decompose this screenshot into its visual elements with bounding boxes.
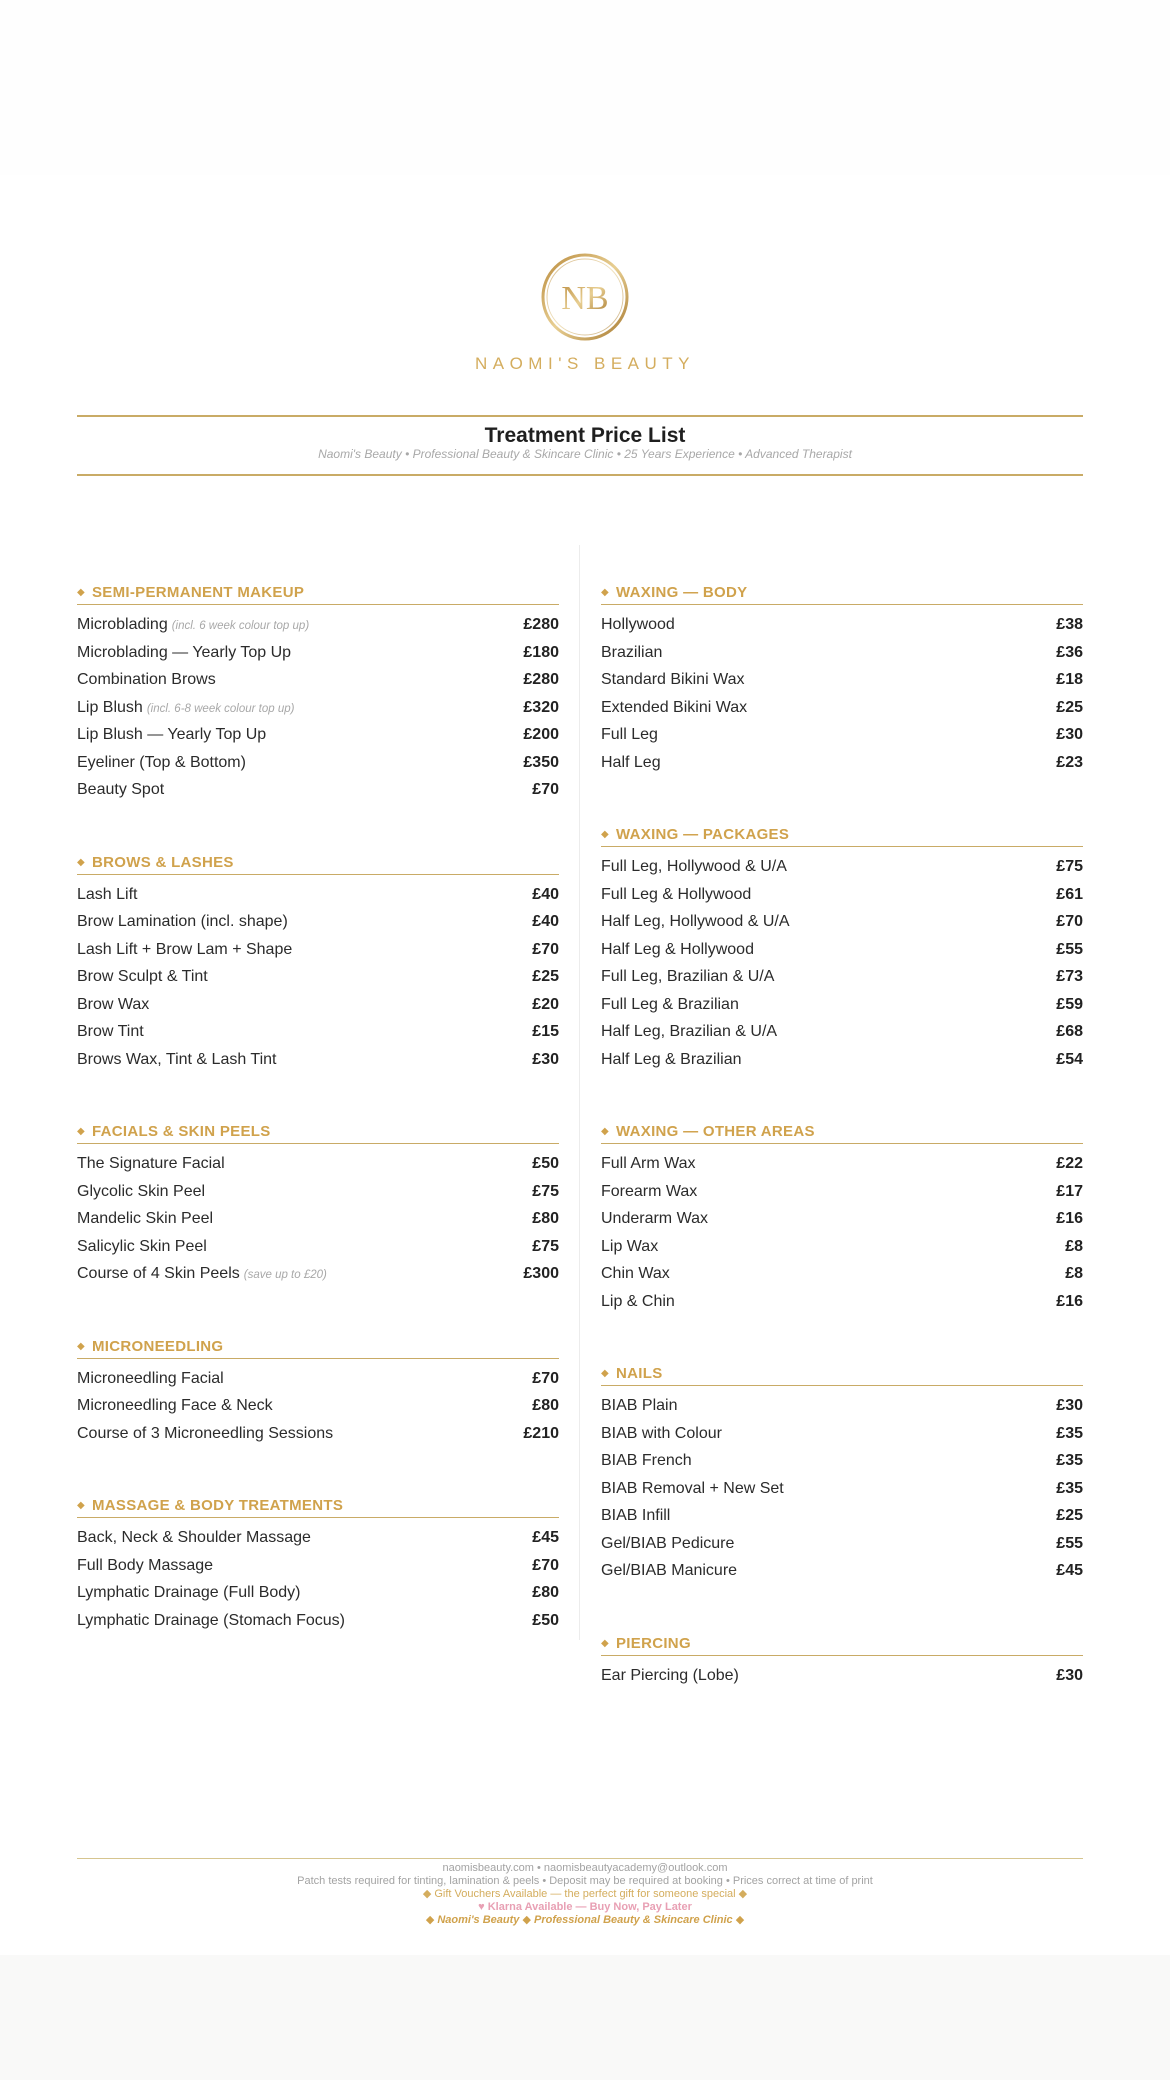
treatment-price: £80	[532, 1210, 559, 1227]
treatment-name: Lymphatic Drainage (Full Body)	[77, 1584, 301, 1601]
treatment	[77, 1046, 276, 1074]
treatment	[77, 963, 208, 991]
price-row	[77, 1150, 559, 1178]
footer	[0, 1862, 1170, 1927]
treatment-name: Half Leg, Brazilian & U/A	[601, 1023, 778, 1040]
treatment-price: £300	[523, 1265, 559, 1282]
price-row	[601, 1392, 1083, 1420]
treatment-name: Lip Blush	[77, 698, 143, 716]
section-heading	[601, 825, 1083, 847]
treatment-name: BIAB Removal + New Set	[601, 1479, 784, 1497]
treatment	[601, 963, 774, 991]
treatment-price: £45	[1056, 1562, 1083, 1579]
treatment-name: Lip Blush — Yearly Top Up	[77, 726, 267, 743]
treatment	[601, 1178, 697, 1206]
treatment	[77, 1205, 213, 1233]
treatment-price: £280	[523, 616, 559, 633]
treatment-price: £59	[1056, 995, 1083, 1013]
treatment-name: Eyeliner (Top & Bottom)	[77, 753, 246, 771]
treatment-name: Back, Neck & Shoulder Massage	[77, 1529, 311, 1546]
price-row	[77, 881, 559, 909]
price-row	[601, 1205, 1083, 1233]
treatment-price: £38	[1056, 616, 1083, 633]
treatment	[601, 1530, 734, 1558]
treatment-name: Lymphatic Drainage (Stomach Focus)	[77, 1611, 345, 1629]
section-heading	[77, 1496, 559, 1518]
treatment	[77, 694, 294, 724]
treatment-name: Microneedling Facial	[77, 1369, 224, 1387]
treatment-price: £22	[1056, 1155, 1083, 1172]
section-title: WAXING — BODY	[616, 584, 748, 601]
footer-vouchers: ◆ Gift Vouchers Available — the perfect gift for someone special ◆	[422, 1888, 748, 1900]
treatment-price: £18	[1056, 671, 1083, 688]
price-section	[77, 1496, 559, 1634]
treatment	[77, 936, 292, 964]
bottom-band	[0, 1955, 1170, 2080]
treatment-price: £68	[1056, 1023, 1083, 1040]
diamond-icon: ◆	[601, 1637, 609, 1649]
price-section	[77, 1122, 559, 1288]
price-row	[601, 1420, 1083, 1448]
treatment-price: £280	[523, 671, 559, 688]
treatment	[77, 1579, 301, 1607]
treatment-note: (save up to £20)	[243, 1269, 327, 1281]
price-row	[77, 991, 559, 1019]
section-heading	[77, 583, 559, 605]
treatment-price: £80	[532, 1584, 559, 1601]
price-row	[77, 1018, 559, 1046]
treatment-name: Microblading	[77, 616, 168, 633]
treatment-price: £180	[523, 643, 559, 661]
section-title: MASSAGE & BODY TREATMENTS	[92, 1497, 344, 1514]
treatment-name: Full Leg, Hollywood & U/A	[601, 858, 787, 875]
footer-tagline: ◆ Naomi's Beauty ◆ Professional Beauty & Skincare Clinic ◆	[425, 1914, 745, 1926]
treatment-name: Full Leg, Brazilian & U/A	[601, 968, 775, 985]
treatment-price: £70	[532, 781, 559, 798]
price-row	[601, 666, 1083, 694]
price-section	[77, 853, 559, 1074]
treatment-price: £23	[1056, 753, 1083, 771]
treatment-name: Standard Bikini Wax	[601, 671, 745, 688]
price-row	[77, 666, 559, 694]
price-row	[77, 749, 559, 777]
treatment	[601, 1502, 670, 1530]
price-row	[601, 1150, 1083, 1178]
price-section	[77, 1337, 559, 1448]
treatment-price: £20	[532, 995, 559, 1013]
treatment-price: £25	[1056, 698, 1083, 716]
treatment	[601, 1233, 658, 1261]
treatment-price: £50	[532, 1155, 559, 1172]
left-column	[77, 583, 559, 1683]
treatment-price: £61	[1056, 885, 1083, 903]
treatment-name: Half Leg	[601, 753, 661, 771]
treatment	[601, 991, 739, 1019]
treatment-price: £16	[1056, 1210, 1083, 1227]
price-row	[601, 1662, 1083, 1690]
treatment-price: £36	[1056, 643, 1083, 661]
treatment-price: £80	[532, 1397, 559, 1414]
price-row	[601, 639, 1083, 667]
diamond-icon: ◆	[601, 587, 609, 598]
footer-notes: Patch tests required for tinting, lamination & peels • Deposit may be required at booking • Prices correct at time of print	[297, 1875, 873, 1887]
price-row	[77, 908, 559, 936]
treatment-name: Beauty Spot	[77, 781, 165, 798]
price-row	[601, 1557, 1083, 1585]
section-title: BROWS & LASHES	[92, 853, 234, 871]
top-band	[0, 0, 1170, 175]
treatment	[77, 721, 266, 749]
section-title: PIERCING	[616, 1634, 691, 1652]
treatment-name: Combination Brows	[77, 671, 216, 688]
treatment-name: Gel/BIAB Pedicure	[601, 1534, 735, 1552]
treatment-price: £25	[532, 968, 559, 985]
treatment-note: (incl. 6 week colour top up)	[171, 620, 310, 632]
diamond-icon: ◆	[77, 856, 85, 868]
treatment	[601, 721, 658, 749]
treatment-price: £70	[532, 940, 559, 958]
price-row	[77, 611, 559, 639]
price-row	[601, 611, 1083, 639]
treatment-name: BIAB Plain	[601, 1397, 678, 1414]
price-row	[77, 721, 559, 749]
treatment-price: £35	[1056, 1452, 1083, 1469]
treatment-name: Lash Lift	[77, 885, 138, 903]
price-row	[601, 1530, 1083, 1558]
treatment	[601, 908, 790, 936]
treatment	[77, 1260, 327, 1290]
price-row	[77, 1420, 559, 1448]
treatment-price: £55	[1056, 1534, 1083, 1552]
diamond-icon: ◆	[77, 587, 85, 598]
page-title: Treatment Price List	[484, 424, 686, 447]
section-title: NAILS	[616, 1365, 663, 1382]
price-row	[601, 721, 1083, 749]
treatment-price: £17	[1056, 1182, 1083, 1200]
treatment-price: £70	[1056, 913, 1083, 930]
treatment-price: £50	[532, 1611, 559, 1629]
price-row	[601, 1502, 1083, 1530]
treatment-price: £30	[1056, 726, 1083, 743]
treatment	[77, 776, 164, 804]
treatment	[77, 881, 137, 909]
treatment-price: £54	[1056, 1050, 1083, 1068]
treatment	[601, 639, 662, 667]
treatment-name: Extended Bikini Wax	[601, 698, 748, 716]
treatment-name: Underarm Wax	[601, 1210, 708, 1227]
treatment	[601, 1475, 784, 1503]
treatment	[601, 1392, 677, 1420]
logo	[0, 248, 1170, 374]
treatment-name: Brows Wax, Tint & Lash Tint	[77, 1050, 277, 1068]
treatment-price: £70	[532, 1369, 559, 1387]
treatment	[601, 936, 754, 964]
price-row	[77, 1365, 559, 1393]
price-row	[601, 1018, 1083, 1046]
section-title: FACIALS & SKIN PEELS	[92, 1123, 271, 1140]
treatment-name: Full Leg & Hollywood	[601, 885, 752, 903]
section-title: MICRONEEDLING	[92, 1337, 224, 1355]
price-row	[601, 881, 1083, 909]
section-heading	[77, 1337, 559, 1359]
treatment-name: Microneedling Face & Neck	[77, 1397, 273, 1414]
treatment	[601, 1557, 737, 1585]
treatment-price: £35	[1056, 1479, 1083, 1497]
treatment	[601, 749, 661, 777]
price-row	[601, 1260, 1083, 1288]
price-row	[77, 1607, 559, 1635]
treatment-name: Microblading — Yearly Top Up	[77, 643, 292, 661]
footer-klarna: ♥ Klarna Available — Buy Now, Pay Later	[478, 1901, 692, 1913]
section-title: WAXING — OTHER AREAS	[616, 1123, 815, 1140]
treatment	[77, 749, 246, 777]
treatment-price: £350	[523, 753, 559, 771]
treatment-price: £55	[1056, 940, 1083, 958]
price-row	[77, 639, 559, 667]
price-row	[601, 853, 1083, 881]
treatment	[601, 1046, 742, 1074]
section-heading	[77, 1122, 559, 1144]
treatment-name: Brazilian	[601, 643, 663, 661]
price-row	[77, 1579, 559, 1607]
price-row	[77, 963, 559, 991]
price-row	[77, 1178, 559, 1206]
section-title: WAXING — PACKAGES	[616, 826, 790, 843]
treatment-name: Lip & Chin	[601, 1292, 675, 1310]
treatment-name: The Signature Facial	[77, 1155, 225, 1172]
price-row	[601, 1288, 1083, 1316]
treatment-price: £40	[532, 913, 559, 930]
treatment-name: Ear Piercing (Lobe)	[601, 1666, 739, 1684]
footer-contact: naomisbeauty.com • naomisbeautyacademy@outlook.com	[442, 1862, 728, 1874]
price-section	[601, 583, 1083, 776]
section-heading	[601, 583, 1083, 605]
treatment	[77, 908, 288, 936]
treatment-price: £35	[1056, 1424, 1083, 1442]
treatment-name: Half Leg & Hollywood	[601, 940, 754, 958]
price-row	[77, 1260, 559, 1288]
treatment-price: £25	[1056, 1507, 1083, 1524]
treatment	[77, 1233, 207, 1261]
header-bottom-rule	[77, 474, 1083, 476]
treatment-name: Lash Lift + Brow Lam + Shape	[77, 940, 293, 958]
treatment	[601, 1150, 696, 1178]
price-row	[601, 963, 1083, 991]
price-row	[601, 694, 1083, 722]
price-row	[77, 1205, 559, 1233]
treatment-name: Brow Wax	[77, 995, 150, 1013]
price-row	[77, 694, 559, 722]
treatment-name: Brow Sculpt & Tint	[77, 968, 208, 985]
price-section	[601, 1364, 1083, 1585]
footer-rule	[77, 1858, 1083, 1859]
price-row	[601, 991, 1083, 1019]
section-heading	[601, 1634, 1083, 1656]
diamond-icon: ◆	[601, 829, 609, 840]
treatment	[77, 1178, 205, 1206]
treatment	[77, 1607, 345, 1635]
price-row	[77, 1552, 559, 1580]
diamond-icon: ◆	[77, 1126, 85, 1137]
price-row	[601, 1178, 1083, 1206]
treatment	[77, 1392, 273, 1420]
treatment-price: £30	[532, 1050, 559, 1068]
treatment-name: BIAB Infill	[601, 1507, 671, 1524]
treatment	[601, 1260, 670, 1288]
treatment-price: £70	[532, 1556, 559, 1574]
diamond-icon: ◆	[77, 1500, 85, 1511]
treatment	[77, 1524, 311, 1552]
treatment-price: £45	[532, 1529, 559, 1546]
treatment-name: Hollywood	[601, 616, 675, 633]
treatment-price: £210	[523, 1424, 559, 1442]
treatment	[77, 1018, 144, 1046]
treatment-name: Full Leg & Brazilian	[601, 995, 739, 1013]
treatment-name: Gel/BIAB Manicure	[601, 1562, 738, 1579]
treatment	[77, 991, 149, 1019]
price-row	[601, 908, 1083, 936]
treatment-price: £40	[532, 885, 559, 903]
treatment	[601, 1205, 708, 1233]
treatment-name: Half Leg & Brazilian	[601, 1050, 742, 1068]
price-row	[77, 1233, 559, 1261]
section-title: SEMI-PERMANENT MAKEUP	[92, 584, 305, 601]
treatment	[601, 1447, 692, 1475]
treatment-name: Course of 3 Microneedling Sessions	[77, 1424, 334, 1442]
price-row	[601, 1447, 1083, 1475]
diamond-icon: ◆	[601, 1126, 609, 1137]
treatment-name: Brow Lamination (incl. shape)	[77, 913, 288, 930]
right-column	[601, 583, 1083, 1738]
treatment	[601, 666, 744, 694]
page-subtitle: Naomi's Beauty • Professional Beauty & Skincare Clinic • 25 Years Experience • Advanced Therapist	[318, 447, 852, 461]
treatment-name: Salicylic Skin Peel	[77, 1237, 207, 1255]
price-section	[601, 825, 1083, 1073]
price-row	[77, 776, 559, 804]
price-row	[601, 749, 1083, 777]
monogram-logo-icon	[538, 248, 632, 346]
treatment	[601, 611, 675, 639]
treatment	[77, 611, 309, 641]
section-heading	[77, 853, 559, 875]
treatment-name: Forearm Wax	[601, 1182, 698, 1200]
treatment-price: £15	[532, 1023, 559, 1040]
treatment-name: Full Arm Wax	[601, 1155, 696, 1172]
treatment-name: Chin Wax	[601, 1265, 670, 1282]
treatment-name: Course of 4 Skin Peels	[77, 1265, 240, 1282]
treatment-price: £16	[1056, 1292, 1083, 1310]
price-row	[601, 936, 1083, 964]
treatment-price: £200	[523, 726, 559, 743]
treatment-name: BIAB French	[601, 1452, 692, 1469]
price-row	[77, 1392, 559, 1420]
treatment	[601, 1018, 777, 1046]
treatment	[77, 639, 291, 667]
price-section	[601, 1122, 1083, 1315]
treatment	[601, 694, 747, 722]
treatment-price: £320	[523, 698, 559, 716]
price-row	[77, 1046, 559, 1074]
treatment-price: £75	[1056, 858, 1083, 875]
treatment	[77, 1150, 225, 1178]
header-top-rule	[77, 415, 1083, 417]
price-row	[77, 1524, 559, 1552]
treatment	[77, 666, 216, 694]
treatment-note: (incl. 6-8 week colour top up)	[146, 702, 295, 715]
treatment-name: Full Body Massage	[77, 1556, 214, 1574]
treatment-name: Glycolic Skin Peel	[77, 1182, 206, 1200]
svg-text:NB: NB	[561, 280, 609, 317]
treatment-price: £30	[1056, 1397, 1083, 1414]
price-row	[601, 1233, 1083, 1261]
treatment-name: Lip Wax	[601, 1237, 659, 1255]
treatment	[77, 1420, 333, 1448]
treatment	[601, 1288, 675, 1316]
treatment-name: Full Leg	[601, 726, 658, 743]
treatment	[601, 1420, 722, 1448]
diamond-icon: ◆	[77, 1340, 85, 1352]
treatment-name: Half Leg, Hollywood & U/A	[601, 913, 790, 930]
treatment	[601, 1662, 739, 1690]
treatment-price: £8	[1065, 1265, 1083, 1282]
price-row	[77, 936, 559, 964]
diamond-icon: ◆	[601, 1368, 609, 1379]
treatment	[601, 881, 751, 909]
treatment	[77, 1552, 213, 1580]
price-row	[601, 1046, 1083, 1074]
price-section	[77, 583, 559, 804]
brand-name: NAOMI'S BEAUTY	[474, 354, 696, 373]
treatment	[601, 853, 787, 881]
treatment-name: BIAB with Colour	[601, 1424, 722, 1442]
treatment	[77, 1365, 224, 1393]
section-heading	[601, 1122, 1083, 1144]
price-section	[601, 1634, 1083, 1690]
section-heading	[601, 1364, 1083, 1386]
treatment-price: £75	[532, 1182, 559, 1200]
treatment-price: £8	[1065, 1237, 1083, 1255]
treatment-price: £73	[1056, 968, 1083, 985]
column-divider	[579, 545, 580, 1640]
treatment-name: Brow Tint	[77, 1023, 144, 1040]
treatment-price: £75	[532, 1237, 559, 1255]
treatment-name: Mandelic Skin Peel	[77, 1210, 214, 1227]
treatment-price: £30	[1056, 1666, 1083, 1684]
price-row	[601, 1475, 1083, 1503]
